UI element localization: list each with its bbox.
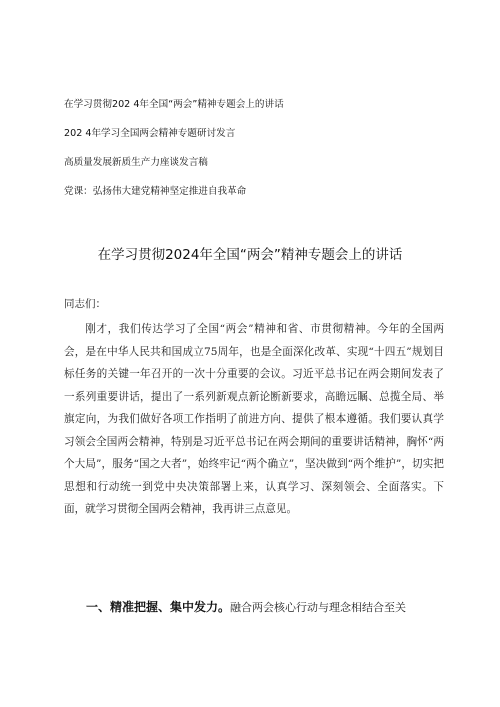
greeting: 同志们： bbox=[64, 298, 106, 310]
toc-item: 高质量发展新质生产力座谈发言稿 bbox=[64, 157, 208, 168]
toc-item: 202 4年学习全国两会精神专题研讨发言 bbox=[64, 128, 236, 139]
section-text: 融合两会核心行动与理念相结合至关 bbox=[230, 601, 407, 614]
section-one bbox=[64, 597, 448, 618]
body-paragraph: 刚才，我们传达学习了全国“两会”精神和省、市贯彻精神。今年的全国两会，是在中华人民共和国成立75周年，也是全面深化改革、实现“十四五”规划目标任务的关键一年召开的一次十分重要的会议。习近平总书记在两会期间发表了一系列重要讲话，提出了一系列新观点新论断新要求，高瞻远瞩、总揽全局、举旗定向，为我们做好各项工作指明了前进方向、提供了根本遵循。我们要认真学习领会全国两会精神，特别是习近平总书记在两会期间的重要讲话精神，胸怀“两个大局”，服务“国之大者”，始终牢记“两个确立”，坚决做到“两个维护”，切实把思想和行动统一到党中央决策部署上来，认真学习、深刻领会、全面落实。下面，就学习贯彻全国两会精神，我再讲三点意见。 bbox=[64, 323, 444, 515]
document-title: 在学习贯彻2024年全国“两会”精神专题会上的讲话 bbox=[97, 247, 403, 263]
toc-item: 党课：弘扬伟大建党精神坚定推进自我革命 bbox=[64, 186, 247, 197]
toc-item: 在学习贯彻202 4年全国“两会”精神专题会上的讲话 bbox=[64, 99, 284, 110]
table-of-contents bbox=[64, 98, 444, 214]
section-heading: 一、精准把握、集中发力。 bbox=[86, 600, 231, 614]
